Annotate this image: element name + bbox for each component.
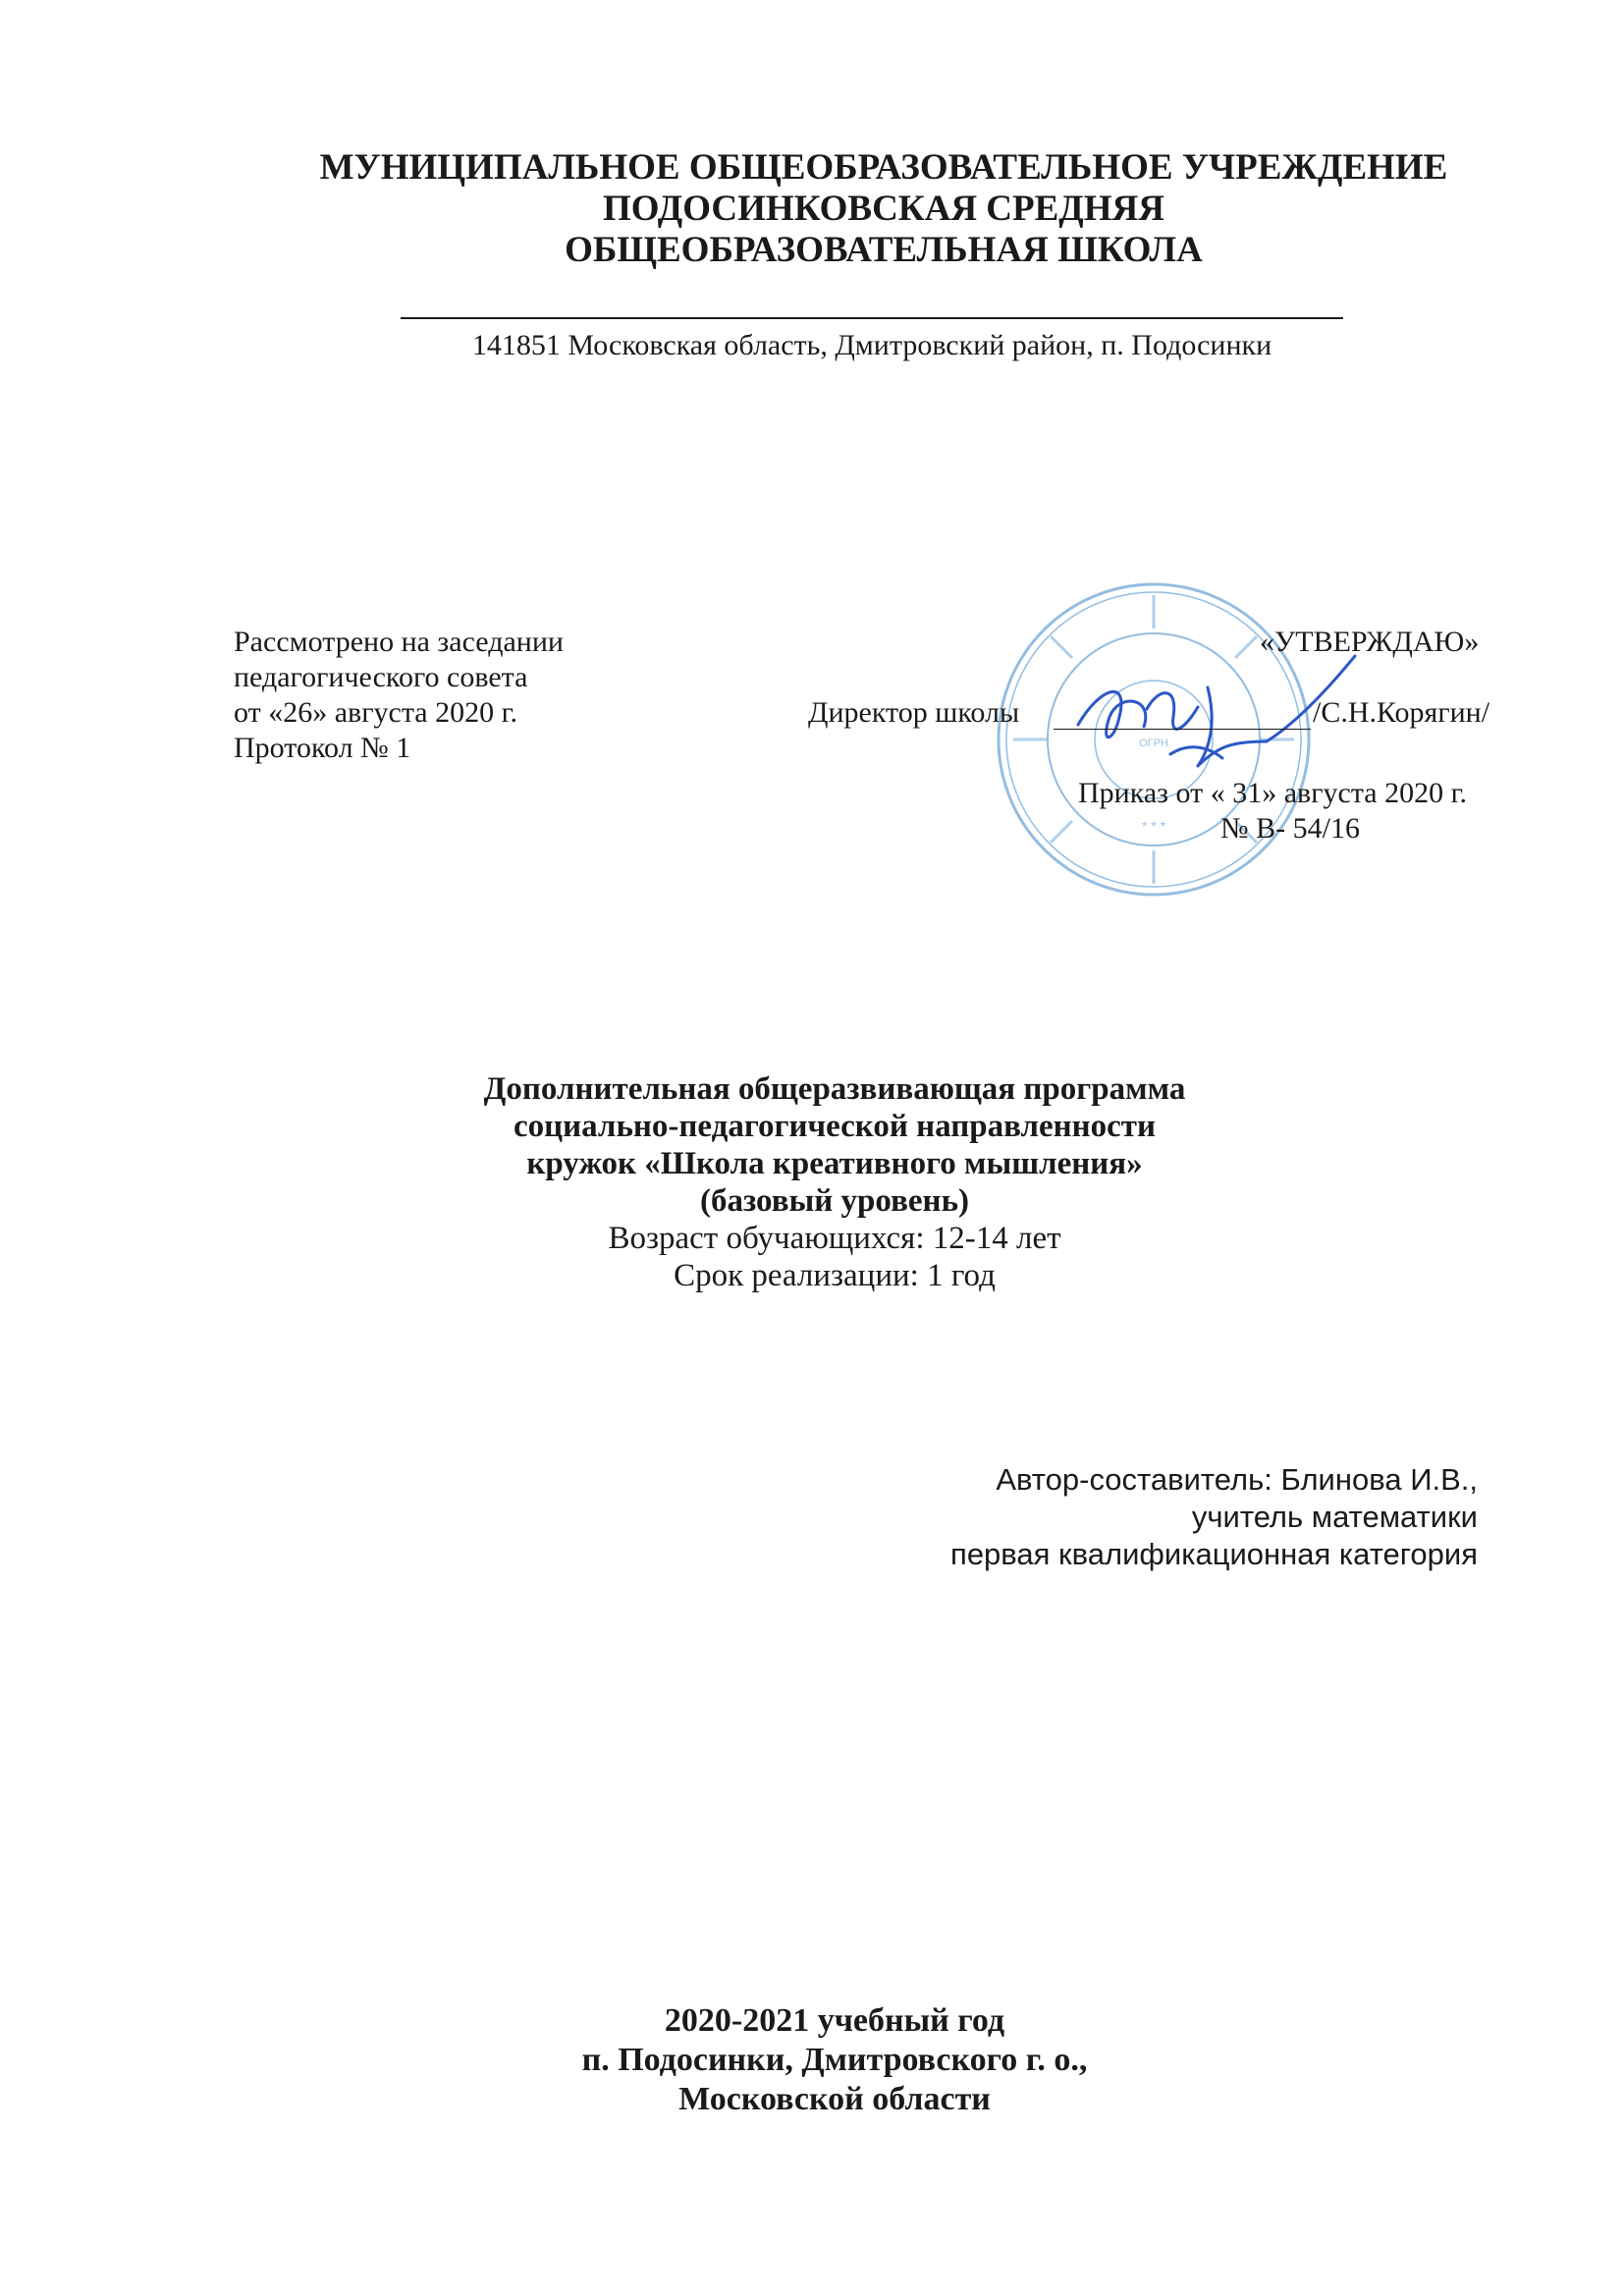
author-line-2: учитель математики (1191, 1500, 1478, 1534)
svg-text:* * *: * * * (1141, 818, 1166, 834)
svg-text:ОГРН: ОГРН (1139, 738, 1168, 749)
director-label: Директор школы (808, 696, 1020, 729)
school-address: 141851 Московская область, Дмитровский район, п. Подосинки (471, 329, 1272, 361)
program-age: Возраст обучающихся: 12-14 лет (608, 1221, 1061, 1256)
considered-line-4: Протокол № 1 (234, 732, 411, 764)
footer-block (295, 2001, 1375, 2119)
author-line-3: первая квалификационная категория (950, 1537, 1478, 1571)
program-block (295, 1070, 1375, 1294)
footer-line-1: 2020-2021 учебный год (664, 2002, 1005, 2039)
school-header (196, 147, 1571, 271)
order-number: № В- 54/16 (1220, 812, 1360, 845)
program-title-line-2: социально-педагогической направленности (513, 1109, 1157, 1144)
header-line-3: ОБЩЕОБРАЗОВАТЕЛЬНАЯ ШКОЛА (565, 230, 1203, 270)
program-title-line-4: (базовый уровень) (699, 1183, 970, 1219)
footer-line-2: п. Подосинки, Дмитровского г. о., (581, 2042, 1088, 2078)
author-block (950, 1461, 1478, 1573)
author-line-1: Автор-составитель: Блинова И.В., (996, 1462, 1478, 1497)
program-title-line-3: кружок «Школа креативного мышления» (526, 1146, 1143, 1181)
signature-line (1054, 729, 1311, 730)
program-title-line-1: Дополнительная общеразвивающая программа (483, 1071, 1186, 1107)
order-date: Приказ от « 31» августа 2020 г. (1078, 777, 1468, 809)
header-divider (401, 317, 1343, 319)
considered-line-2: педагогического совета (234, 661, 528, 693)
footer-line-3: Московской области (678, 2081, 991, 2117)
considered-block (234, 625, 564, 766)
header-line-2: ПОДОСИНКОВСКАЯ СРЕДНЯЯ (603, 189, 1164, 229)
program-term: Срок реализации: 1 год (674, 1258, 996, 1293)
considered-line-1: Рассмотрено на заседании (234, 626, 564, 658)
header-line-1: МУНИЦИПАЛЬНОЕ ОБЩЕОБРАЗОВАТЕЛЬНОЕ УЧРЕЖДЕНИЕ (319, 147, 1448, 188)
considered-line-3: от «26» августа 2020 г. (234, 696, 518, 729)
approval-title: «УТВЕРЖДАЮ» (1260, 626, 1480, 658)
director-name: /С.Н.Корягин/ (1313, 696, 1490, 729)
